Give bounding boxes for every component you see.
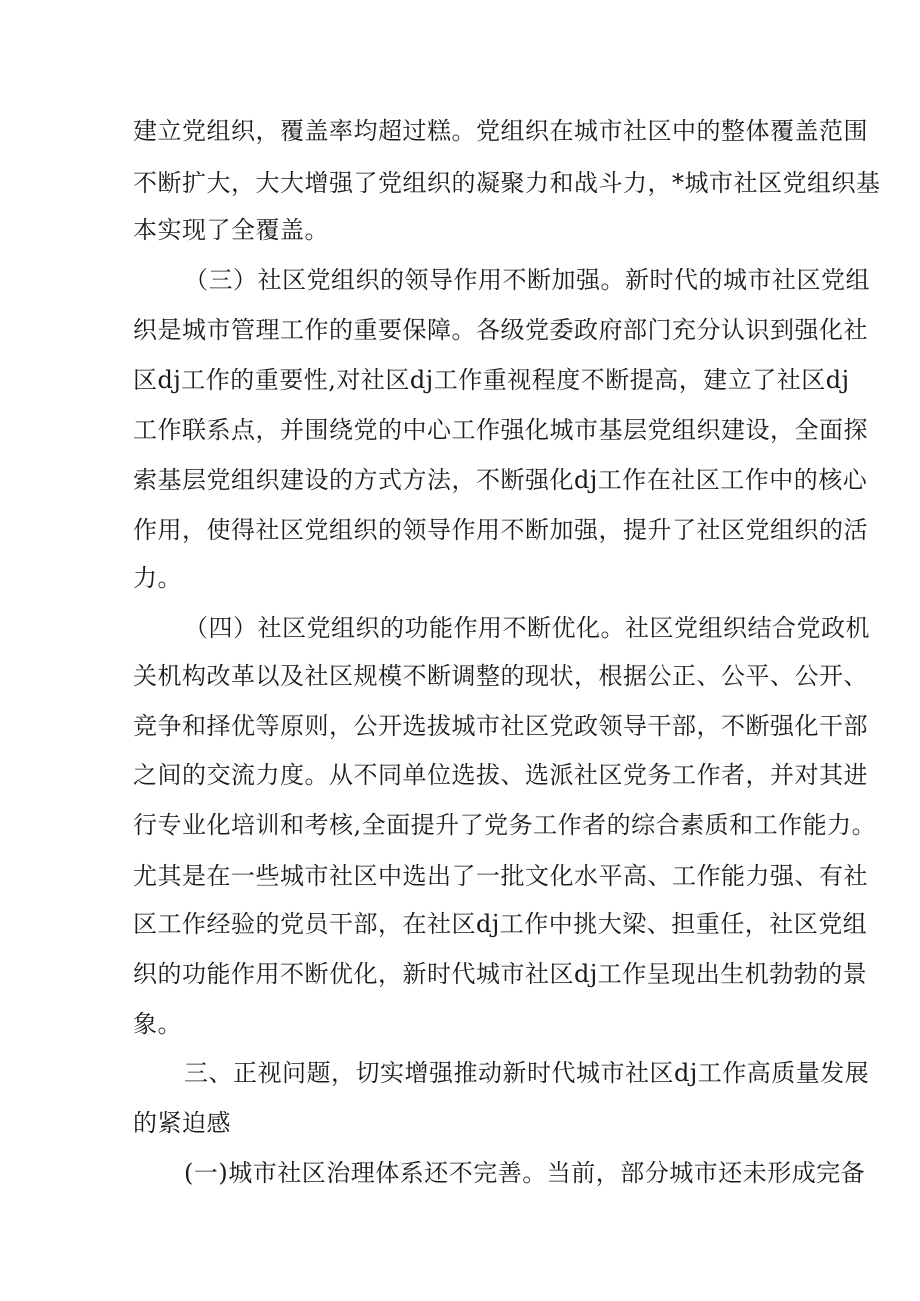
- paragraph-line-18: 织的功能作用不断优化，新时代城市社区dj工作呈现出生机勃勃的景: [133, 960, 868, 988]
- paragraph-line-17: 区工作经验的党员干部，在社区dj工作中挑大梁、担重任，社区党组: [133, 910, 868, 938]
- paragraph-line-5: 织是城市管理工作的重要保障。各级党委政府部门充分认识到强化社: [133, 316, 868, 344]
- paragraph-line-8: 索基层党组织建设的方式方法，不断强化dj工作在社区工作中的核心: [133, 466, 868, 494]
- paragraph-line-16: 尤其是在一些城市社区中选出了一批文化水平高、工作能力强、有社: [133, 862, 868, 890]
- paragraph-line-12: 关机构改革以及社区规模不断调整的现状，根据公正、公平、公开、: [133, 662, 868, 690]
- section-3-heading-line: （三）社区党组织的领导作用不断加强。新时代的城市社区党组: [184, 266, 870, 294]
- chapter-3-heading-line-1: 三、正视问题，切实增强推动新时代城市社区dj工作高质量发展: [184, 1059, 870, 1087]
- paragraph-line-1: 建立党组织，覆盖率均超过糕。党组织在城市社区中的整体覆盖范围: [133, 117, 868, 145]
- section-4-heading-line: （四）社区党组织的功能作用不断优化。社区党组织结合党政机: [184, 614, 870, 642]
- paragraph-line-6: 区dj工作的重要性,对社区dj工作重视程度不断提高，建立了社区dj: [133, 366, 850, 394]
- paragraph-line-13: 竞争和择优等原则，公开选拔城市社区党政领导干部，不断强化干部: [133, 712, 868, 740]
- paragraph-line-14: 之间的交流力度。从不同单位选拔、选派社区党务工作者，并对其进: [133, 761, 868, 789]
- paragraph-line-9: 作用，使得社区党组织的领导作用不断加强，提升了社区党组织的活: [133, 516, 868, 544]
- subsection-1-heading-line: (一)城市社区治理体系还不完善。当前，部分城市还未形成完备: [184, 1159, 866, 1187]
- paragraph-line-19: 象。: [133, 1010, 182, 1038]
- paragraph-line-2: 不断扩大，大大增强了党组织的凝聚力和战斗力，*城市社区党组织基: [133, 169, 881, 197]
- paragraph-line-3: 本实现了全覆盖。: [133, 216, 329, 244]
- chapter-3-heading-line-2: 的紧迫感: [133, 1109, 231, 1137]
- paragraph-line-7: 工作联系点，并围绕党的中心工作强化城市基层党组织建设，全面探: [133, 416, 868, 444]
- paragraph-line-10: 力。: [133, 564, 182, 592]
- paragraph-line-15: 行专业化培训和考核,全面提升了党务工作者的综合素质和工作能力。: [133, 811, 877, 839]
